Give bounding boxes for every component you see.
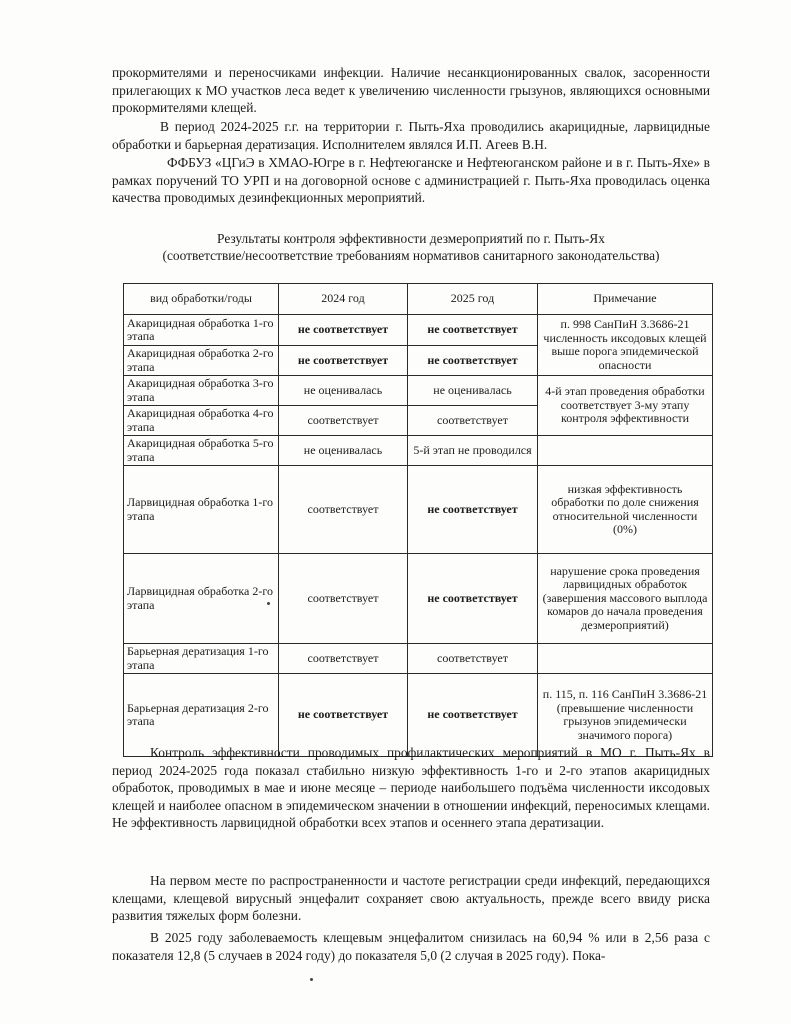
table-caption-title: Результаты контроля эффективности дезмероприятий по г. Пыть-Ях <box>217 231 605 246</box>
paragraph-incidence-2025: В 2025 году заболеваемость клещевым энцефалитом снизилась на 60,94 % или в 2,56 раза с показателя 12,8 (5 случаев в 2024 году) до показателя 5,0 (2 случая в 2025 году). Пока- <box>112 930 710 963</box>
row-value-2024: соответствует <box>279 406 408 436</box>
scan-speck <box>310 978 313 981</box>
row-value-2025: 5-й этап не проводился <box>408 436 538 466</box>
row-treatment-type: Акарицидная обработка 5-го этапа <box>124 436 279 466</box>
table-row <box>124 376 713 406</box>
row-value-2024: не соответствует <box>279 674 408 757</box>
row-treatment-type: Барьерная дератизация 2-го этапа <box>124 674 279 757</box>
row-note: низкая эффективность обработки по доле снижения относительной численности (0%) <box>538 466 713 554</box>
row-note <box>538 436 713 466</box>
paragraph-quality-assessment: ФФБУЗ «ЦГиЭ в ХМАО-Югре в г. Нефтеюганске и Нефтеюганском районе и в г. Пыть-Яхе» в рамках поручений ТО УРП и на договорной основе с администрацией г. Пыть-Яха проводилась оценка качества проводимых дезинфекционных мероприятий. <box>112 155 710 205</box>
row-value-2025: не соответствует <box>408 554 538 644</box>
results-table <box>123 283 713 757</box>
row-value-2025: не соответствует <box>408 346 538 376</box>
table-caption <box>112 230 710 264</box>
row-note: 4-й этап проведения обработки соответствует 3-му этапу контроля эффективности <box>538 376 713 436</box>
row-value-2024: соответствует <box>279 554 408 644</box>
table-caption-subtitle: (соответствие/несоответствие требованиям нормативов санитарного законодательства) <box>162 248 660 263</box>
paragraph-intro: прокормителями и переносчиками инфекции. Наличие несанкционированных свалок, засоренности прилегающих к МО участков леса ведет к увеличению численности грызунов, являющихся основными прокормителями клещей. <box>112 65 710 115</box>
row-note <box>538 644 713 674</box>
row-value-2025: не оценивалась <box>408 376 538 406</box>
row-treatment-type: Акарицидная обработка 2-го этапа <box>124 346 279 376</box>
row-treatment-type: Акарицидная обработка 3-го этапа <box>124 376 279 406</box>
row-treatment-type: Акарицидная обработка 4-го этапа <box>124 406 279 436</box>
row-value-2025: соответствует <box>408 406 538 436</box>
row-note: нарушение срока проведения ларвицидных обработок (завершения массового выплода комаров до начала проведения дезмероприятий) <box>538 554 713 644</box>
row-treatment-type: Ларвицидная обработка 1-го этапа <box>124 466 279 554</box>
table-row <box>124 315 713 346</box>
table-row <box>124 554 713 644</box>
header-year-2025: 2025 год <box>408 284 538 315</box>
header-year-2024: 2024 год <box>279 284 408 315</box>
row-note: п. 115, п. 116 СанПиН 3.3686-21 (превышение численности грызунов эпидемически значимого порога) <box>538 674 713 757</box>
row-value-2024: соответствует <box>279 644 408 674</box>
row-treatment-type: Барьерная дератизация 1-го этапа <box>124 644 279 674</box>
row-value-2025: не соответствует <box>408 466 538 554</box>
table-row <box>124 436 713 466</box>
table-row <box>124 466 713 554</box>
row-value-2024: соответствует <box>279 466 408 554</box>
row-note: п. 998 СанПиН 3.3686-21 численность иксодовых клещей выше порога эпидемической опасности <box>538 315 713 376</box>
row-value-2025: соответствует <box>408 644 538 674</box>
row-value-2024: не соответствует <box>279 315 408 346</box>
row-treatment-type: Ларвицидная обработка 2-го этапа <box>124 554 279 644</box>
paragraph-encephalitis-relevance: На первом месте по распространенности и частоте регистрации среди инфекций, передающихся клещами, клещевой вирусный энцефалит сохраняет свою актуальность, прежде всего ввиду риска развития тяжелых форм болезни. <box>112 873 710 923</box>
scan-speck <box>267 602 270 605</box>
paragraph-treatments-period: В период 2024-2025 г.г. на территории г. Пыть-Яха проводились акарицидные, ларвицидные обработки и барьерная дератизация. Исполнителем являлся И.П. Агеев В.Н. <box>112 119 710 152</box>
paragraph-control-results: Контроль эффективности проводимых профилактических мероприятий в МО г. Пыть-Ях в период 2024-2025 года показал стабильно низкую эффективность 1-го и 2-го этапов акарицидных обработок, проводимых в мае и июне месяце – периоде наибольшего подъёма численности иксодовых клещей и наиболее опасном в эпидемическом значении в отношении инфекций, переносимых клещами. Не эффективность ларвицидной обработки всех этапов и осеннего этапа дератизации. <box>112 745 710 830</box>
row-value-2024: не соответствует <box>279 346 408 376</box>
row-value-2024: не оценивалась <box>279 436 408 466</box>
table-row <box>124 644 713 674</box>
header-treatment-type: вид обработки/годы <box>124 284 279 315</box>
row-value-2024: не оценивалась <box>279 376 408 406</box>
row-value-2025: не соответствует <box>408 674 538 757</box>
row-value-2025: не соответствует <box>408 315 538 346</box>
table-header-row <box>124 284 713 315</box>
row-treatment-type: Акарицидная обработка 1-го этапа <box>124 315 279 346</box>
header-note: Примечание <box>538 284 713 315</box>
